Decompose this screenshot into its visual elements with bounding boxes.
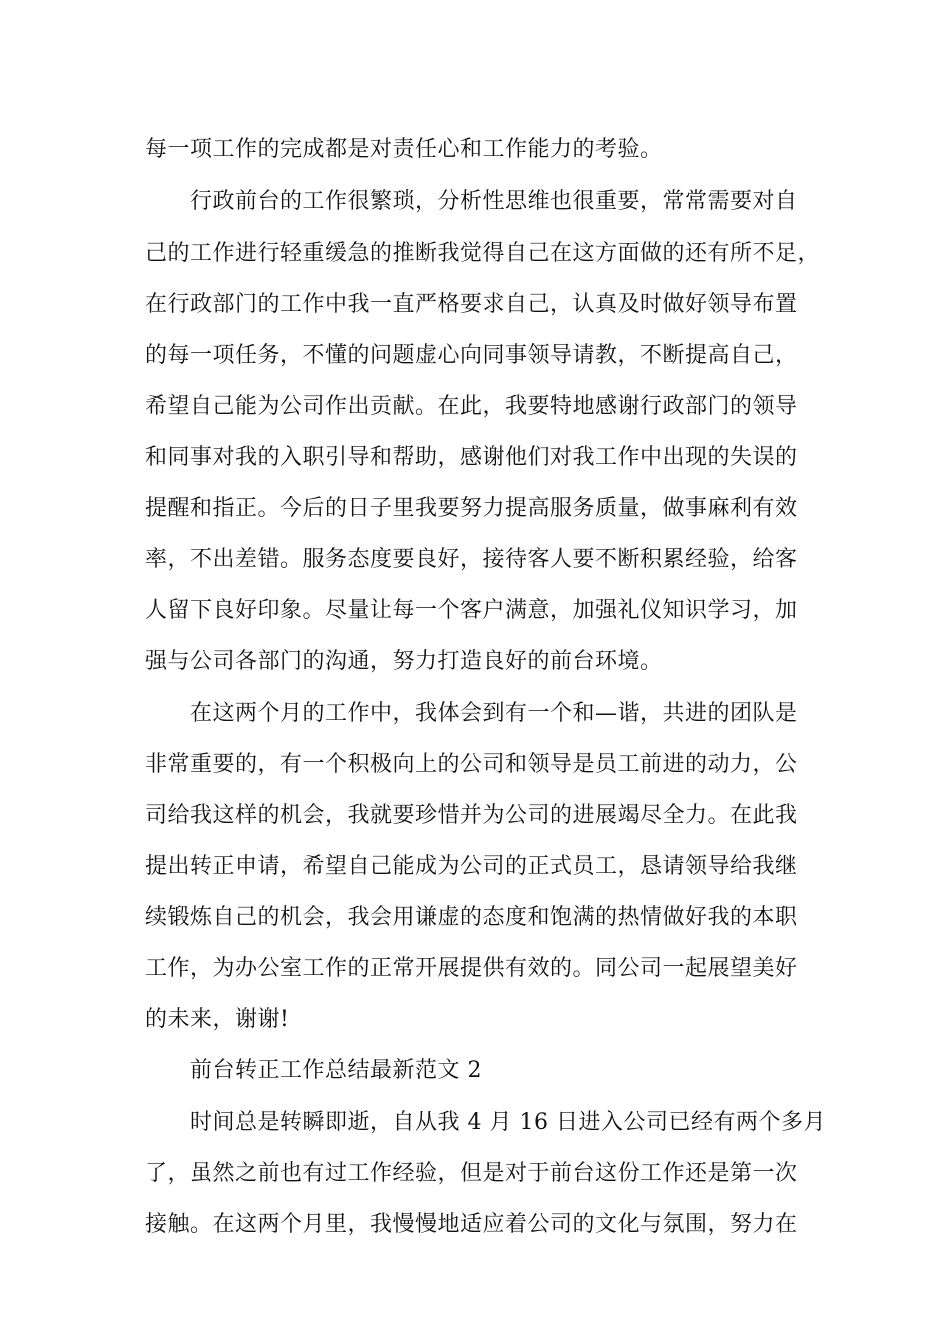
- paragraph-line: 提醒和指正。今后的日子里我要努力提高服务质量，做事麻利有效: [145, 496, 798, 521]
- paragraph-line: 在行政部门的工作中我一直严格要求自己，认真及时做好领导布置: [145, 292, 798, 317]
- paragraph-line: 人留下良好印象。尽量让每一个客户满意，加强礼仪知识学习，加: [145, 598, 798, 623]
- paragraph-line: 了，虽然之前也有过工作经验，但是对于前台这份工作还是第一次: [145, 1161, 798, 1186]
- paragraph-line: 提出转正申请，希望自己能成为公司的正式员工，恳请领导给我继: [145, 854, 798, 879]
- paragraph-line: 行政前台的工作很繁琐，分析性思维也很重要，常常需要对自: [190, 189, 798, 214]
- paragraph-line: 每一项工作的完成都是对责任心和工作能力的考验。: [145, 137, 663, 162]
- paragraph-line: 工作，为办公室工作的正常开展提供有效的。同公司一起展望美好: [145, 956, 798, 981]
- paragraph-line: 的未来，谢谢!: [145, 1007, 290, 1032]
- paragraph-line: 率，不出差错。服务态度要良好，接待客人要不断积累经验，给客: [145, 547, 798, 572]
- paragraph-line: 司给我这样的机会，我就要珍惜并为公司的进展竭尽全力。在此我: [145, 803, 798, 828]
- paragraph-line: 续锻炼自己的机会，我会用谦虚的态度和饱满的热情做好我的本职: [145, 905, 798, 930]
- paragraph-line: 和同事对我的入职引导和帮助，感谢他们对我工作中出现的失误的: [145, 445, 798, 470]
- paragraph-line: 强与公司各部门的沟通，努力打造良好的前台环境。: [145, 649, 663, 674]
- paragraph-line: 时间总是转瞬即逝，自从我 4 月 16 日进入公司已经有两个多月: [190, 1110, 826, 1135]
- paragraph-line: 非常重要的，有一个积极向上的公司和领导是员工前进的动力，公: [145, 752, 798, 777]
- section-heading: 前台转正工作总结最新范文 2: [190, 1058, 482, 1083]
- paragraph-line: 希望自己能为公司作出贡献。在此，我要特地感谢行政部门的领导: [145, 394, 798, 419]
- paragraph-line: 在这两个月的工作中，我体会到有一个和—谐，共进的团队是: [190, 701, 798, 726]
- paragraph-line: 接触。在这两个月里，我慢慢地适应着公司的文化与氛围，努力在: [145, 1212, 798, 1237]
- paragraph-line: 的每一项任务，不懂的问题虚心向同事领导请教，不断提高自己，: [145, 343, 798, 368]
- paragraph-line: 己的工作进行轻重缓急的推断我觉得自己在这方面做的还有所不足，: [145, 241, 821, 266]
